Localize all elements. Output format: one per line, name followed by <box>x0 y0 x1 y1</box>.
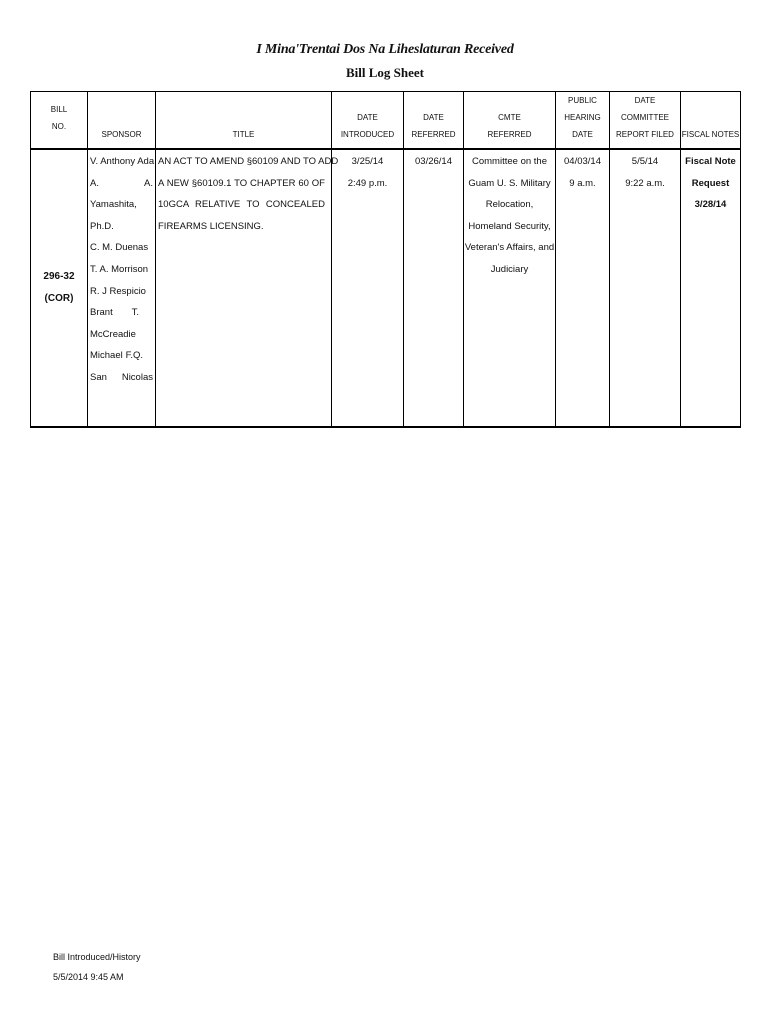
document-title: I Mina'Trentai Dos Na Liheslaturan Received <box>256 42 514 57</box>
column-header-cmte-referred: CMTE REFERRED <box>464 92 556 150</box>
column-header-committee-report: DATE COMMITTEE REPORT FILED <box>610 92 681 150</box>
sponsor-cell: V. Anthony Ada A. A. Yamashita, Ph.D. C. M. Duenas T. A. Morrison R. J Respicio Brant T. McCreadie Michael F.Q. San Nicolas <box>88 149 156 427</box>
column-header-sponsor: SPONSOR <box>88 92 156 150</box>
public-hearing-cell: 04/03/14 9 a.m. <box>556 149 610 427</box>
title-cell: AN ACT TO AMEND §60109 AND TO ADD A NEW §60109.1 TO CHAPTER 60 OF 10GCA RELATIVE TO CONCEALED FIREARMS LICENSING. <box>156 149 332 427</box>
column-header-fiscal-notes: FISCAL NOTES <box>681 92 741 150</box>
column-header-date-introduced: DATE INTRODUCED <box>332 92 404 150</box>
date-referred-cell: 03/26/14 <box>404 149 464 427</box>
table-header-row <box>31 92 741 150</box>
column-header-public-hearing: PUBLIC HEARING DATE <box>556 92 610 150</box>
column-header-date-referred: DATE REFERRED <box>404 92 464 150</box>
column-header-title: TITLE <box>156 92 332 150</box>
bill-number: 296-32 (COR) <box>31 149 88 427</box>
date-introduced-cell: 3/25/14 2:49 p.m. <box>332 149 404 427</box>
table-row <box>31 149 741 427</box>
footer-label: Bill Introduced/History <box>53 952 141 962</box>
column-header-bill: BILL NO. <box>31 92 88 150</box>
committee-report-cell: 5/5/14 9:22 a.m. <box>610 149 681 427</box>
fiscal-notes-cell: Fiscal Note Request 3/28/14 <box>681 149 741 427</box>
document-subtitle: Bill Log Sheet <box>345 65 424 80</box>
bill-log-table <box>30 91 741 428</box>
cmte-referred-cell: Committee on the Guam U. S. Military Relocation, Homeland Security, Veteran's Affairs, and Judiciary <box>464 149 556 427</box>
footer-timestamp: 5/5/2014 9:45 AM <box>53 972 124 982</box>
